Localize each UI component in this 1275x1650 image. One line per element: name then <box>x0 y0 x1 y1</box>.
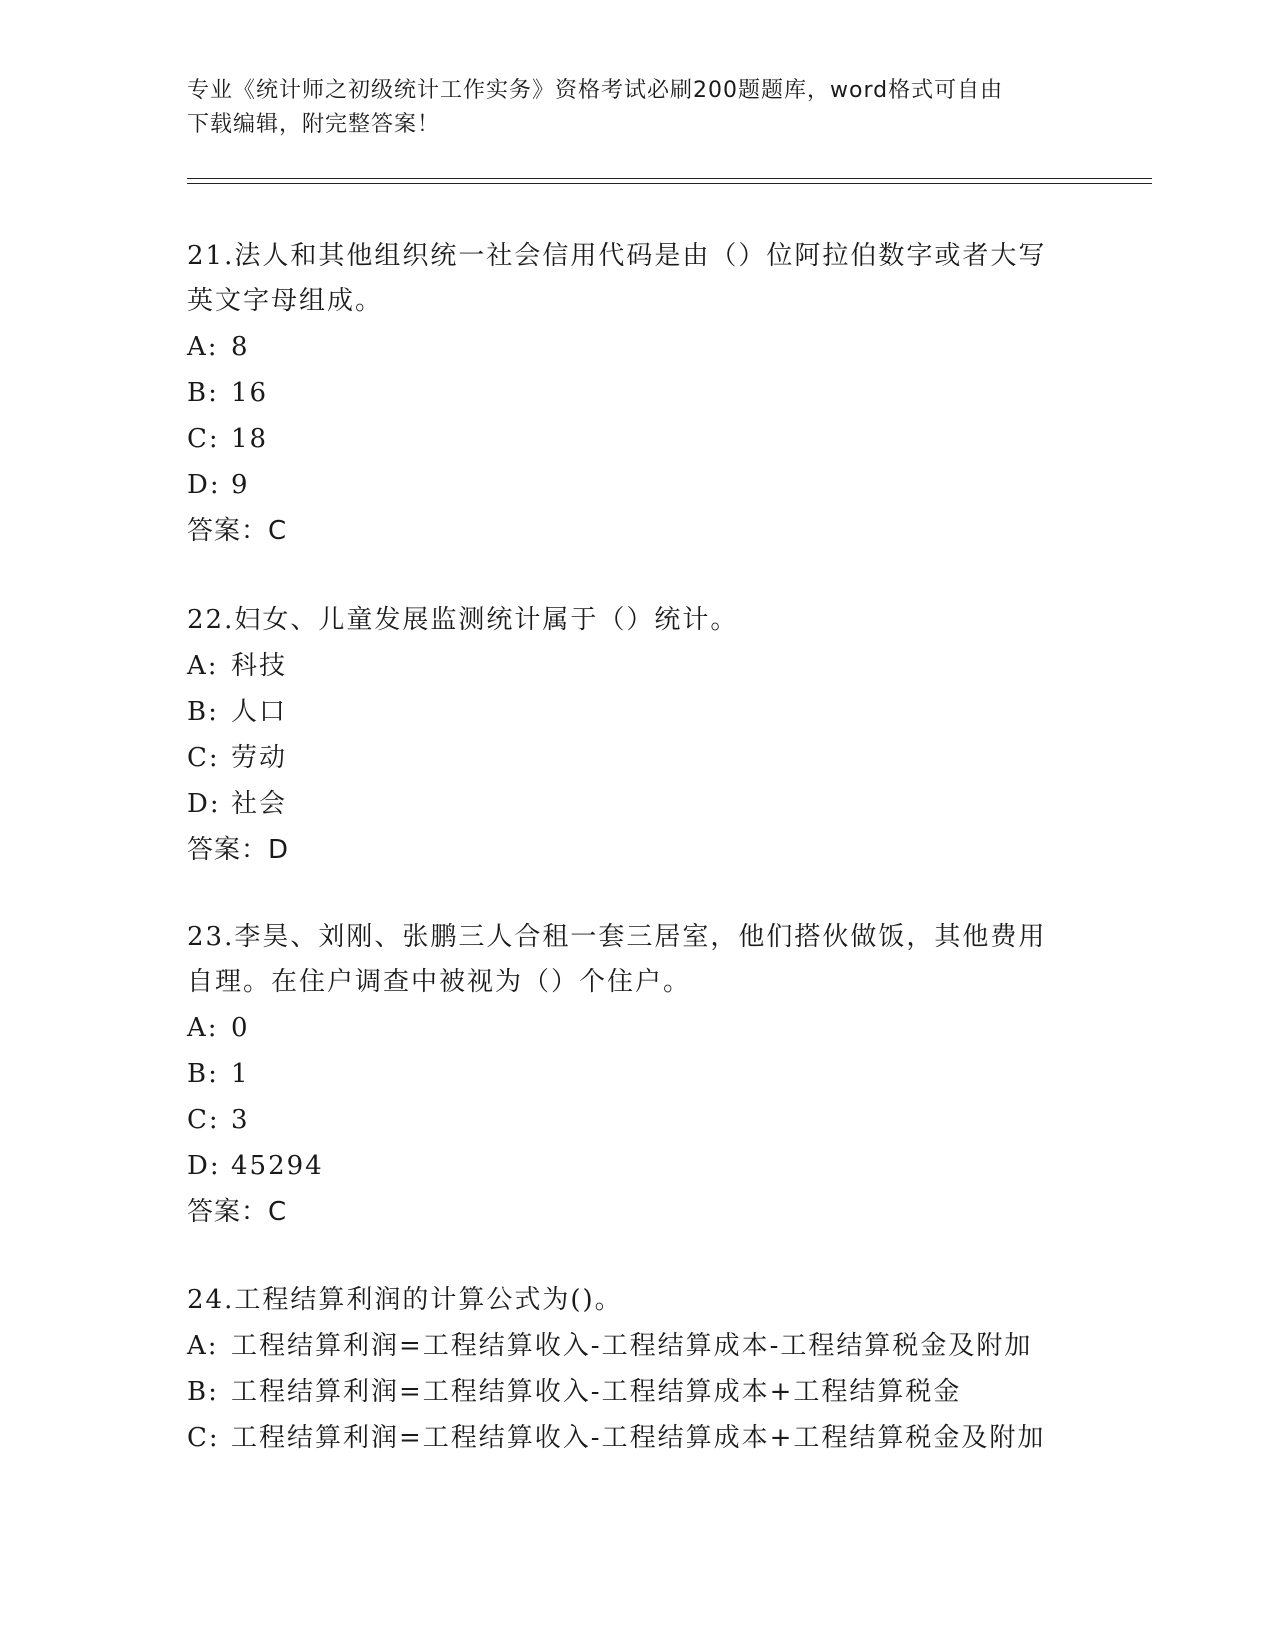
question-stem-line-1: 妇女、儿童发展监测统计属于（）统计。 <box>234 605 739 635</box>
option-letter: B: <box>187 697 219 727</box>
option-a <box>187 1323 1087 1369</box>
option-text: 工程结算利润=工程结算收入-工程结算成本+工程结算税金及附加 <box>231 1423 1046 1453</box>
option-text: 0 <box>231 1013 250 1043</box>
option-b <box>187 1051 1087 1097</box>
option-text: 科技 <box>231 651 288 681</box>
header-divider-top <box>187 178 1152 179</box>
question-stem-line-1: 法人和其他组织统一社会信用代码是由（）位阿拉伯数字或者大写 <box>234 241 1047 271</box>
question-stem-line-1: 李昊、刘刚、张鹏三人合租一套三居室，他们搭伙做饭，其他费用 <box>234 922 1047 952</box>
option-text: 9 <box>231 470 250 500</box>
option-text: 8 <box>231 332 250 362</box>
question-number: 21. <box>187 241 235 271</box>
option-text: 工程结算利润=工程结算收入-工程结算成本-工程结算税金及附加 <box>231 1331 1033 1361</box>
question-number: 24. <box>187 1285 235 1315</box>
option-text: 1 <box>231 1059 250 1089</box>
question-text <box>187 1278 1087 1323</box>
option-d <box>187 781 1087 827</box>
option-text: 45294 <box>231 1151 324 1181</box>
header-line-1: 专业《统计师之初级统计工作实务》资格考试必刷200题题库，word格式可自由 <box>187 78 1004 103</box>
option-letter: A: <box>187 1013 219 1043</box>
answer-label: 答案：C <box>187 1197 288 1227</box>
question-text <box>187 915 1087 1005</box>
option-letter: C: <box>187 424 220 454</box>
option-c <box>187 735 1087 781</box>
option-a <box>187 324 1087 370</box>
question-stem-line-2: 自理。在住户调查中被视为（）个住户。 <box>187 967 692 997</box>
question-number: 23. <box>187 922 235 952</box>
question-stem-line-2: 英文字母组成。 <box>187 286 384 316</box>
header-divider-bottom <box>187 183 1152 184</box>
question-number: 22. <box>187 605 235 635</box>
option-letter: A: <box>187 1331 219 1361</box>
question-text <box>187 234 1087 324</box>
question-22 <box>187 598 1087 873</box>
option-text: 人口 <box>231 697 288 727</box>
option-letter: B: <box>187 378 219 408</box>
option-letter: D: <box>187 1151 221 1181</box>
option-letter: C: <box>187 1423 220 1453</box>
question-text <box>187 598 1087 643</box>
option-letter: B: <box>187 1377 219 1407</box>
option-a <box>187 1005 1087 1051</box>
option-letter: B: <box>187 1059 219 1089</box>
question-24 <box>187 1278 1087 1461</box>
option-c <box>187 1097 1087 1143</box>
option-b <box>187 689 1087 735</box>
option-text: 16 <box>231 378 269 408</box>
answer-label: 答案：C <box>187 516 288 546</box>
document-header <box>187 74 1067 142</box>
question-21 <box>187 234 1087 554</box>
option-c <box>187 1415 1087 1461</box>
option-letter: D: <box>187 789 221 819</box>
option-b <box>187 370 1087 416</box>
option-letter: A: <box>187 332 219 362</box>
option-text: 劳动 <box>231 743 288 773</box>
option-text: 工程结算利润=工程结算收入-工程结算成本+工程结算税金 <box>231 1377 962 1407</box>
header-line-2: 下载编辑，附完整答案！ <box>187 112 441 137</box>
option-a <box>187 643 1087 689</box>
option-letter: C: <box>187 1105 220 1135</box>
option-c <box>187 416 1087 462</box>
option-letter: D: <box>187 470 221 500</box>
question-23 <box>187 915 1087 1235</box>
question-stem-line-1: 工程结算利润的计算公式为()。 <box>234 1285 623 1315</box>
option-letter: A: <box>187 651 219 681</box>
option-letter: C: <box>187 743 220 773</box>
option-d <box>187 1143 1087 1189</box>
option-text: 3 <box>231 1105 250 1135</box>
option-b <box>187 1369 1087 1415</box>
option-text: 18 <box>231 424 269 454</box>
option-d <box>187 462 1087 508</box>
option-text: 社会 <box>231 789 288 819</box>
answer-label: 答案：D <box>187 835 290 865</box>
